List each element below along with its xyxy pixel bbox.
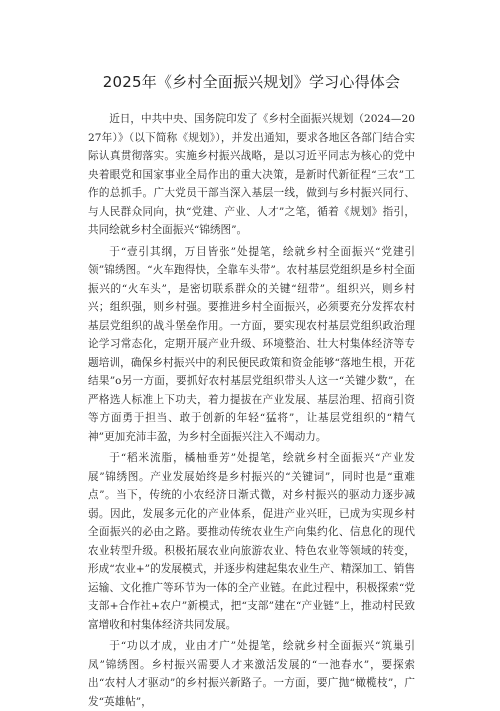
document-title: 2025年《乡村全面振兴规划》学习心得体会 <box>102 73 401 91</box>
document-body <box>88 110 415 711</box>
paragraph-intro: 近日，中共中央、国务院印发了《乡村全面振兴规划（2024—2027年）》（以下简称《规划》），并发出通知，要求各地区各部门结合实际认真贯彻落实。实施乡村振兴战略，是以习近平同志为核心的党中央着眼党和国家事业全局作出的重大决策，是新时代新征程“三农”工作的总抓手。广大党员干部当深入基层一线，做到与乡村振兴同行、与人民群众同向，执“党建、产业、人才”之笔，循着《规划》指引，共同绘就乡村全面振兴“锦绣图”。 <box>88 113 415 236</box>
paragraph-industry: 于“稻米流脂，橘柚垂芳”处提笔，绘就乡村全面振兴“产业发展”锦绣图。产业发展始终是乡村振兴的“关键词”，同时也是“重难点”。当下，传统的小农经济日渐式微，对乡村振兴的驱动力逐步减弱。因此，发展多元化的产业体系，促进产业兴旺，已成为实现乡村全面振兴的必由之路。要推动传统农业生产向集约化、信息化的现代农业转型升级。积极拓展农业向旅游农业、特色农业等领域的转变，形成“农业+”的发展模式，并逐步构建起集农业生产、精深加工、销售运输、文化推广等环节为一体的全产业链。在此过程中，积极探索“党支部+合作社+农户”新模式，把“支部”建在“产业链”上，推动村民致富增收和村集体经济共同发展。 <box>88 452 415 631</box>
paragraph-talent: 于“功以才成，业由才广”处提笔，绘就乡村全面振兴“筑巢引凤”锦绣图。乡村振兴需要人才来激活发展的“一池春水”，要探索出“农村人才驱动”的乡村振兴新路子。一方面，要广抛“橄榄枝”，广发“英雄帖”， <box>88 640 415 708</box>
paragraph-party-building: 于“壹引其纲，万目皆张”处提笔，绘就乡村全面振兴“党建引领”锦绣图。“火车跑得快，全靠车头带”。农村基层党组织是乡村全面振兴的“火车头”，是密切联系群众的关键“纽带”。组织兴，则乡村兴；组织强，则乡村强。要推进乡村全面振兴，必须要充分发挥农村基层党组织的战斗堡垒作用。一方面，要实现农村基层党组织政治理论学习常态化，定期开展产业升级、环境整治、壮大村集体经济等专题培训，确保乡村振兴中的利民便民政策和资金能够“落地生根，开花结果”o另一方面，要抓好农村基层党组织带头人这一“关键少数”，在严格选人标准上下功夫，着力提拔在产业发展、基层治理、招商引资等方面勇于担当、敢于创新的年轻“猛将”，让基层党组织的“精气神”更加充沛丰盈，为乡村全面振兴注入不竭动力。 <box>88 245 415 443</box>
